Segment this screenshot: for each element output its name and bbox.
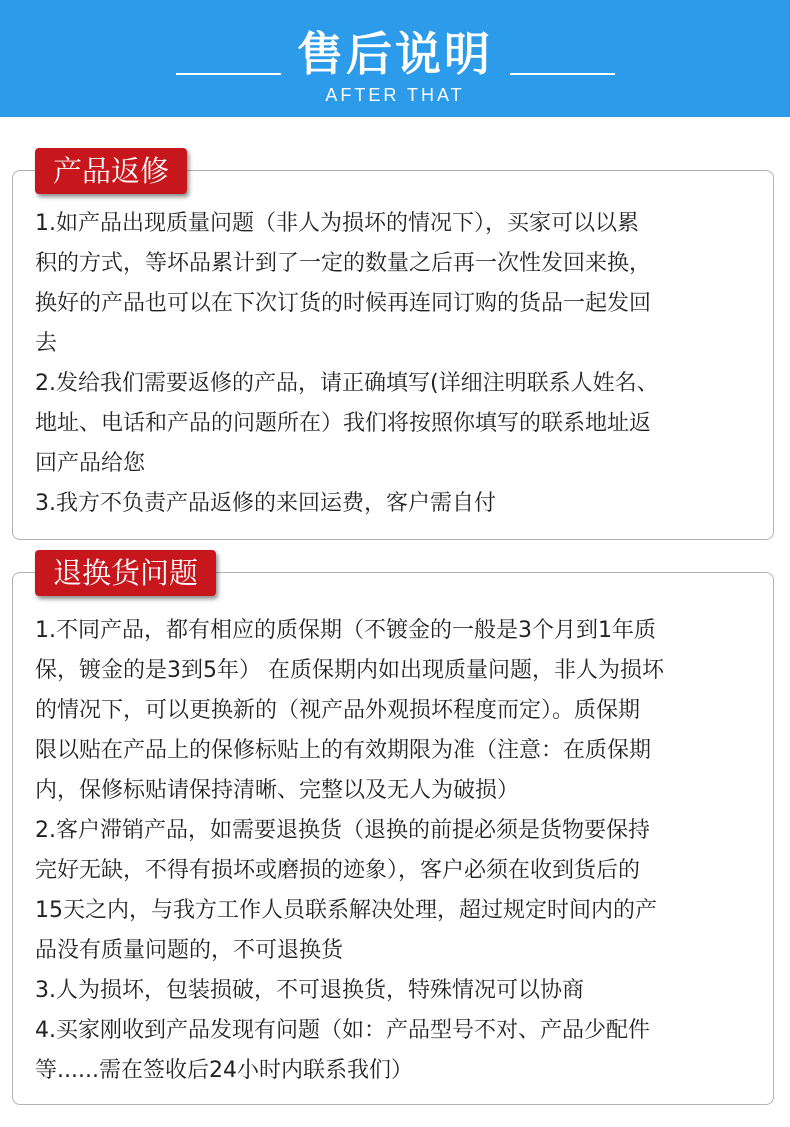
repair-item-3: 3.我方不负责产品返修的来回运费，客户需自付 [35,491,496,516]
returns-item-1: 1.不同产品，都有相应的质保期（不镀金的一般是3个月到1年质 保，镀金的是3到5年） 在质保期内如出现质量问题，非人为损坏 的情况下，可以更换新的（视产品外观损坏程度而定）。质保期 限以贴在产品上的保修标贴上的有效期限为准（注意：在质保期 内，保修标贴请保持清晰、完整以及无人为破损） [35,618,664,803]
section-heading-returns: 退换货问题 [35,550,216,596]
repair-item-2: 2.发给我们需要返修的产品，请正确填写(详细注明联系人姓名、 地址、电话和产品的问题所在）我们将按照你填写的联系地址返 回产品给您 [35,371,659,476]
repair-item-1: 1.如产品出现质量问题（非人为损坏的情况下），买家可以以累 积的方式，等坏品累计到了一定的数量之后再一次性发回来换， 换好的产品也可以在下次订货的时候再连同订购的货品一起发回 去 [35,211,652,356]
page-title: 售后说明 [297,27,493,81]
section-body-returns [35,611,765,1091]
header-banner [0,0,790,117]
returns-item-2: 2.客户滞销产品，如需要退换货（退换的前提必须是货物要保持 完好无缺，不得有损坏或磨损的迹象），客户必须在收到货后的 15天之内，与我方工作人员联系解决处理，超过规定时间内的产 品没有质量问题的，不可退换货 [35,818,657,963]
page-subtitle: AFTER THAT [325,85,465,105]
section-heading-repair: 产品返修 [35,148,187,194]
section-body-repair [35,204,765,524]
header-divider-right [510,73,615,75]
returns-item-3: 3.人为损坏，包装损破，不可退换货，特殊情况可以协商 [35,978,584,1003]
returns-item-4: 4.买家刚收到产品发现有问题（如：产品型号不对、产品少配件 等......需在签收后24小时内联系我们） [35,1018,650,1083]
